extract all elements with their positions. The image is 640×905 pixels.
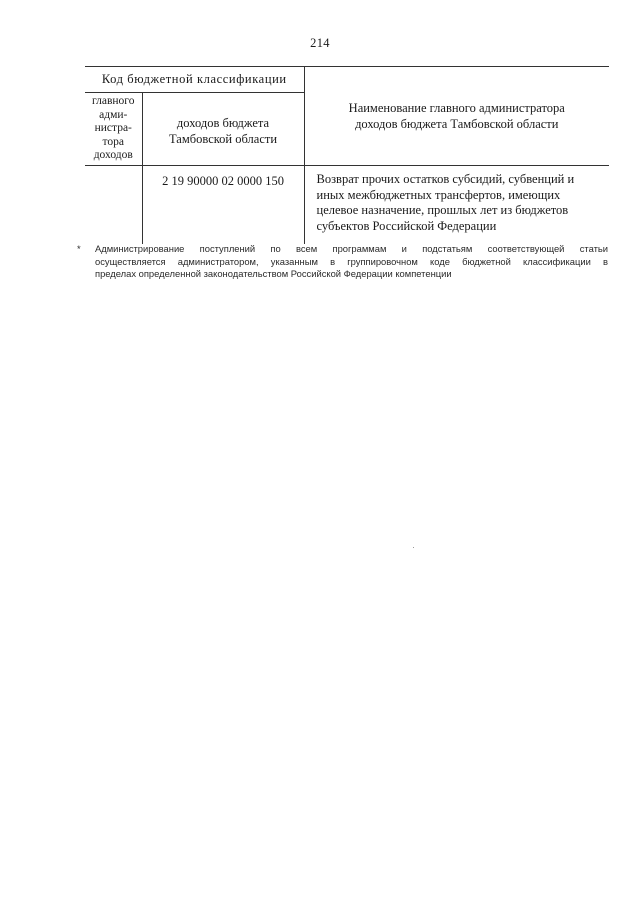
row-description-line-2: иных межбюджетных трансфертов, имеющих — [316, 187, 561, 202]
header-admin-line-2: адми- — [99, 108, 128, 121]
header-administrator-name — [304, 67, 609, 166]
header-admin-line-4: тора — [102, 135, 124, 148]
row-income-code: 2 19 90000 02 0000 150 — [142, 166, 304, 245]
row-description-line-3: целевое назначение, прошлых лет из бюджетов — [316, 203, 569, 217]
table-row — [85, 166, 609, 245]
budget-classification-table-container — [85, 66, 609, 244]
header-income-line-1: доходов бюджета — [176, 116, 270, 130]
header-regional-budget-income — [142, 93, 304, 166]
header-name-line-1: Наименование главного администратора — [348, 101, 565, 115]
header-admin-line-3: нистра- — [94, 122, 132, 135]
header-name-line-2: доходов бюджета Тамбовской области — [355, 117, 559, 131]
row-admin-code — [85, 166, 142, 245]
row-description-line-4: субъектов Российской Федерации — [316, 218, 497, 233]
row-description — [304, 166, 609, 245]
header-admin-line-1: главного — [92, 95, 135, 108]
footnote-line-2: осуществляется администратором, указанным в группировочном коде бюджетной классификации в — [95, 255, 608, 267]
header-admin-line-5: доходов — [93, 149, 133, 162]
footnote-star: * — [77, 243, 81, 254]
scan-speck — [413, 547, 414, 548]
header-income-line-2: Тамбовской области — [168, 132, 278, 146]
header-budget-classification-code: Код бюджетной классификации — [85, 67, 304, 93]
footnote-line-1-text: Администрирование поступлений по всем программам и подстатьям соответствующей статьи — [95, 243, 608, 254]
footnote-line-3: пределах определенной законодательством Российской Федерации компетенции — [95, 268, 452, 279]
page-number: 214 — [310, 36, 330, 50]
row-description-line-1: Возврат прочих остатков субсидий, субвенций и — [316, 172, 575, 186]
footnote — [77, 243, 608, 281]
budget-classification-table — [85, 66, 609, 244]
footnote-line-1 — [77, 243, 608, 256]
header-main-administrator — [85, 93, 142, 166]
